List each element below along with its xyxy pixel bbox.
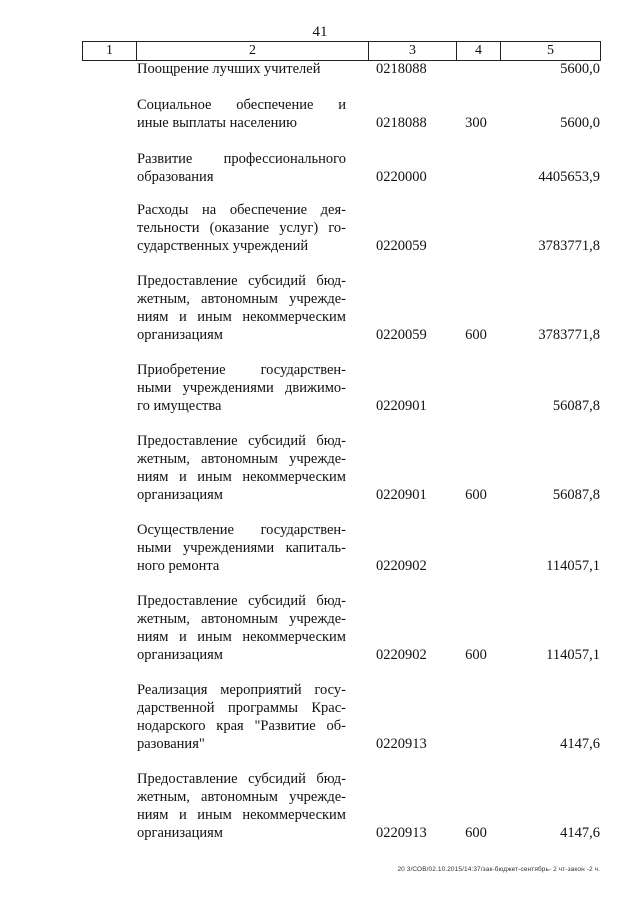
row-description-line: сударственных учреждений	[137, 238, 309, 254]
row-description-line: Осуществление государствен-	[137, 522, 346, 538]
row-description-line: ниям и иным некоммерческим	[137, 469, 346, 485]
row-expense-type: 600	[465, 487, 487, 503]
row-description-line: жетным, автономным учрежде-	[137, 611, 346, 627]
row-amount: 114057,1	[546, 647, 600, 663]
row-code: 0220059	[376, 327, 427, 343]
row-description-line: образования	[137, 169, 214, 185]
row-amount: 56087,8	[552, 398, 600, 414]
row-description-line: ного ремонта	[137, 558, 220, 574]
row-code: 0218088	[376, 61, 427, 77]
row-description-line: Предоставление субсидий бюд-	[137, 593, 346, 609]
row-description	[137, 150, 346, 186]
row-description-line: Поощрение лучших учителей	[137, 61, 321, 77]
row-description-line: Расходы на обеспечение дея-	[137, 202, 346, 218]
row-description-line: ными учреждениями движимо-	[137, 380, 346, 396]
row-amount: 4147,6	[560, 736, 600, 752]
row-description-line: организациям	[137, 487, 223, 503]
row-code: 0220902	[376, 558, 427, 574]
header-col-5: 5	[547, 43, 554, 58]
row-description	[137, 272, 346, 344]
row-expense-type: 600	[465, 825, 487, 841]
row-description-line: Реализация мероприятий госу-	[137, 682, 346, 698]
row-description	[137, 681, 346, 753]
row-description	[137, 592, 346, 664]
table-header	[82, 41, 601, 61]
row-description-line: Предоставление субсидий бюд-	[137, 273, 346, 289]
row-description-line: организациям	[137, 647, 223, 663]
row-expense-type: 300	[465, 115, 487, 131]
row-description-line: иные выплаты населению	[137, 115, 297, 131]
row-description-line: Социальное обеспечение и	[137, 97, 346, 113]
header-col-1: 1	[83, 42, 137, 60]
row-amount: 3783771,8	[538, 327, 600, 343]
row-description-line: жетным, автономным учрежде-	[137, 291, 346, 307]
row-code: 0220059	[376, 238, 427, 254]
row-description	[137, 96, 346, 132]
row-description-line: нодарского края "Развитие об-	[137, 718, 346, 734]
footer-stamp: 20 3/СОВ/02.10.2015/14:37/зак-бюджет-сентябрь- 2 чт-закон -2 ч.	[397, 866, 600, 873]
row-description-line: ниям и иным некоммерческим	[137, 309, 346, 325]
row-description-line: организациям	[137, 327, 223, 343]
row-description-line: Предоставление субсидий бюд-	[137, 433, 346, 449]
row-code: 0220913	[376, 825, 427, 841]
row-description-line: жетным, автономным учрежде-	[137, 451, 346, 467]
row-description-line: Предоставление субсидий бюд-	[137, 771, 346, 787]
row-code: 0220901	[376, 398, 427, 414]
row-description	[137, 770, 346, 842]
row-expense-type: 600	[465, 327, 487, 343]
row-code: 0220902	[376, 647, 427, 663]
row-description	[137, 432, 346, 504]
row-description-line: ными учреждениями капиталь-	[137, 540, 346, 556]
row-code: 0220913	[376, 736, 427, 752]
row-description-line: дарственной программы Крас-	[137, 700, 346, 716]
row-amount: 4405653,9	[538, 169, 600, 185]
row-amount: 114057,1	[546, 558, 600, 574]
row-description-line: ниям и иным некоммерческим	[137, 629, 346, 645]
row-description-line: тельности (оказание услуг) го-	[137, 220, 346, 236]
header-col-4: 4	[457, 42, 501, 60]
row-amount: 3783771,8	[538, 238, 600, 254]
row-amount: 4147,6	[560, 825, 600, 841]
row-description	[137, 60, 346, 78]
row-description	[137, 521, 346, 575]
row-description-line: разования"	[137, 736, 205, 752]
page-number: 41	[312, 24, 328, 40]
row-description-line: жетным, автономным учрежде-	[137, 789, 346, 805]
header-col-3: 3	[369, 42, 457, 60]
row-code: 0218088	[376, 115, 427, 131]
row-description-line: ниям и иным некоммерческим	[137, 807, 346, 823]
row-description-line: организациям	[137, 825, 223, 841]
row-description	[137, 201, 346, 255]
row-description-line: Приобретение государствен-	[137, 362, 346, 378]
row-code: 0220901	[376, 487, 427, 503]
row-amount: 5600,0	[560, 61, 600, 77]
row-amount: 56087,8	[552, 487, 600, 503]
row-code: 0220000	[376, 169, 427, 185]
row-description	[137, 361, 346, 415]
row-expense-type: 600	[465, 647, 487, 663]
row-amount: 5600,0	[560, 115, 600, 131]
row-description-line: го имущества	[137, 398, 222, 414]
row-description-line: Развитие профессионального	[137, 151, 346, 167]
header-col-2: 2	[137, 42, 369, 60]
